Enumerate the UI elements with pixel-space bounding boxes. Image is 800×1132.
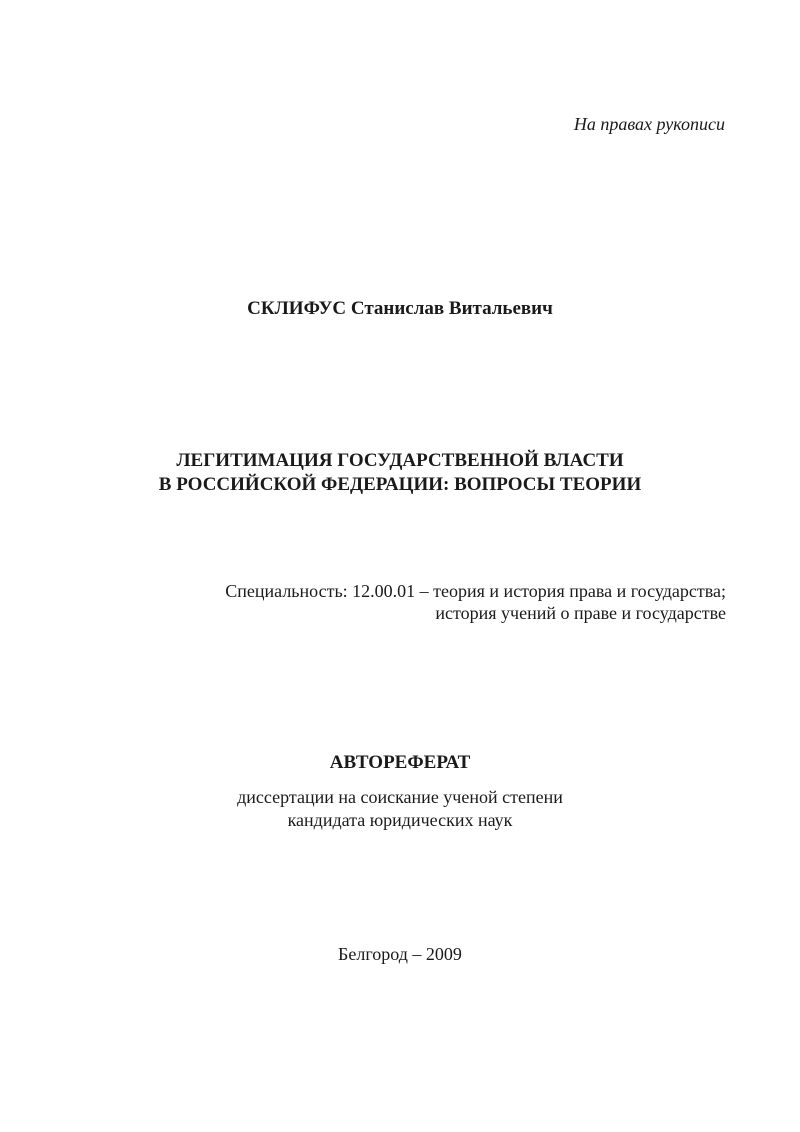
city-year: Белгород – 2009	[338, 944, 462, 964]
manuscript-note: На правах рукописи	[573, 114, 725, 134]
title-line-1: ЛЕГИТИМАЦИЯ ГОСУДАРСТВЕННОЙ ВЛАСТИ	[176, 450, 624, 471]
specialty-line-2: история учений о праве и государстве	[435, 603, 726, 623]
degree-block	[0, 786, 800, 832]
degree-line-2: кандидата юридических наук	[287, 810, 513, 830]
specialty-line-1: Специальность: 12.00.01 – теория и история права и государства;	[225, 581, 726, 601]
author-name: СКЛИФУС Станислав Витальевич	[247, 298, 553, 319]
abstract-heading: АВТОРЕФЕРАТ	[329, 752, 471, 773]
specialty-block	[225, 580, 726, 624]
title-line-2: В РОССИЙСКОЙ ФЕДЕРАЦИИ: ВОПРОСЫ ТЕОРИИ	[158, 474, 642, 495]
degree-line-1: диссертации на соискание ученой степени	[237, 787, 563, 807]
dissertation-title	[0, 449, 800, 497]
